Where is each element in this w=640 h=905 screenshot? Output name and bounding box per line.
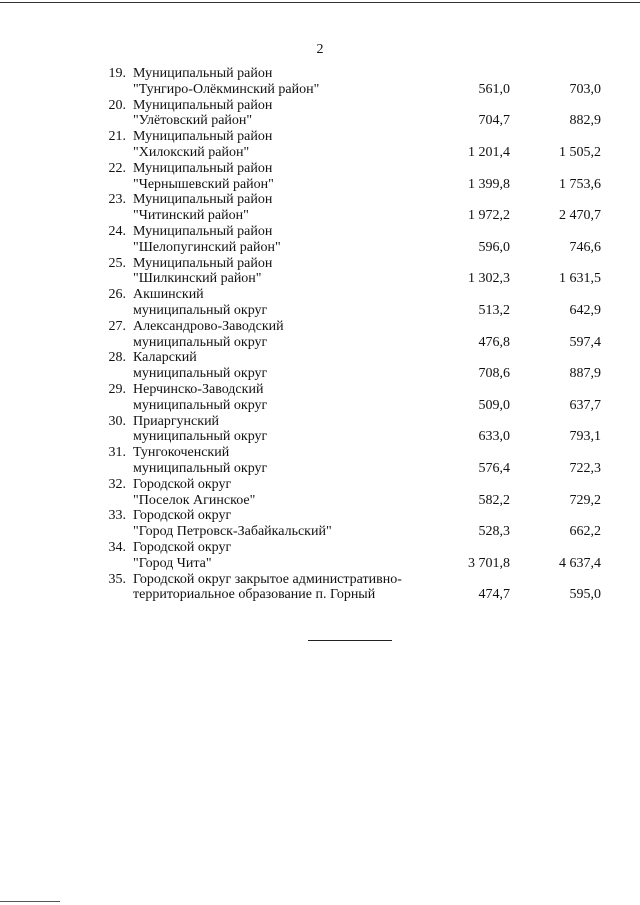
municipality-name-line-2: "Читинский район" <box>133 208 249 224</box>
municipality-name-line-2: "Город Чита" <box>133 555 212 571</box>
row-number: 20. <box>108 97 126 113</box>
value-column-2: 1 631,5 <box>559 271 601 287</box>
table-row <box>98 477 610 509</box>
value-column-2: 722,3 <box>569 460 601 476</box>
table-row <box>98 382 610 414</box>
table-row <box>98 224 610 256</box>
municipality-name-line-2: муниципальный округ <box>133 334 268 350</box>
municipality-name-line-1: Нерчинско-Заводский <box>133 381 264 397</box>
row-number: 32. <box>108 476 126 492</box>
municipality-name-line-2: "Шилкинский район" <box>133 271 262 287</box>
value-column-2: 597,4 <box>569 334 601 350</box>
value-column-1: 704,7 <box>478 113 510 129</box>
value-column-2: 662,2 <box>569 524 601 540</box>
value-column-2: 637,7 <box>569 397 601 413</box>
top-edge-line <box>0 2 640 3</box>
table-row <box>98 129 610 161</box>
row-number: 24. <box>108 223 126 239</box>
municipality-name-line-2: территориальное образование п. Горный <box>133 587 376 603</box>
table-row <box>98 192 610 224</box>
table-row <box>98 572 610 604</box>
row-number: 25. <box>108 255 126 271</box>
municipality-name-line-1: Тунгокоченский <box>133 445 230 461</box>
value-column-1: 476,8 <box>478 334 510 350</box>
table-row <box>98 350 610 382</box>
municipality-name <box>133 224 423 256</box>
row-number: 26. <box>108 287 126 303</box>
municipality-name-line-1: Муниципальный район <box>133 192 273 208</box>
value-column-1: 633,0 <box>478 429 510 445</box>
municipality-name-line-1: Муниципальный район <box>133 160 273 176</box>
value-column-1: 582,2 <box>478 492 510 508</box>
page-number: 2 <box>316 42 324 57</box>
municipality-name <box>133 319 423 351</box>
table-row <box>98 161 610 193</box>
municipality-name-line-2: "Поселок Агинское" <box>133 492 256 508</box>
row-number: 35. <box>108 571 126 587</box>
value-column-1: 513,2 <box>478 302 510 318</box>
row-number: 19. <box>108 66 126 81</box>
value-column-1: 528,3 <box>478 524 510 540</box>
value-column-2: 729,2 <box>569 492 601 508</box>
municipality-name-line-2: "Чернышевский район" <box>133 176 274 192</box>
value-column-2: 1 505,2 <box>559 144 601 160</box>
municipality-name <box>133 256 423 288</box>
municipality-name-line-1: Александрово-Заводский <box>133 318 284 334</box>
municipality-name-line-2: муниципальный округ <box>133 397 268 413</box>
municipality-name-line-2: "Шелопугинский район" <box>133 239 281 255</box>
municipality-name-line-1: Городской округ <box>133 539 232 555</box>
value-column-1: 509,0 <box>478 397 510 413</box>
row-number: 27. <box>108 318 126 334</box>
bottom-corner-line <box>0 901 60 902</box>
municipality-name-line-2: "Тунгиро-Олёкминский район" <box>133 81 320 97</box>
municipality-name <box>133 477 423 509</box>
municipality-name <box>133 98 423 130</box>
value-column-2: 4 637,4 <box>559 555 601 571</box>
municipality-name-line-1: Каларский <box>133 350 197 366</box>
row-number: 23. <box>108 192 126 208</box>
table-row <box>98 445 610 477</box>
municipality-name-line-1: Городской округ закрытое административно- <box>133 571 402 587</box>
value-column-1: 1 399,8 <box>468 176 510 192</box>
municipality-name <box>133 66 423 98</box>
municipality-name <box>133 414 423 446</box>
value-column-2: 793,1 <box>569 429 601 445</box>
municipality-name <box>133 161 423 193</box>
municipality-name <box>133 350 423 382</box>
value-column-1: 474,7 <box>478 587 510 603</box>
value-column-2: 595,0 <box>569 587 601 603</box>
row-number: 28. <box>108 350 126 366</box>
municipality-name-line-1: Акшинский <box>133 287 204 303</box>
municipality-name-line-2: "Хилокский район" <box>133 144 250 160</box>
municipality-name-line-2: муниципальный округ <box>133 366 268 382</box>
municipality-name-line-2: "Город Петровск-Забайкальский" <box>133 524 332 540</box>
table-row <box>98 540 610 572</box>
municipality-name-line-1: Муниципальный район <box>133 223 273 239</box>
municipality-name <box>133 572 423 604</box>
municipality-name-line-2: муниципальный округ <box>133 302 268 318</box>
municipality-name-line-1: Муниципальный район <box>133 255 273 271</box>
municipality-name <box>133 192 423 224</box>
value-column-1: 3 701,8 <box>468 555 510 571</box>
table-row <box>98 256 610 288</box>
municipality-name <box>133 382 423 414</box>
table-row <box>98 508 610 540</box>
municipality-name-line-1: Муниципальный район <box>133 129 273 145</box>
municipality-name-line-1: Приаргунский <box>133 413 220 429</box>
municipality-name-line-1: Городской округ <box>133 476 232 492</box>
municipality-name <box>133 508 423 540</box>
municipality-name <box>133 540 423 572</box>
municipality-name-line-2: муниципальный округ <box>133 429 268 445</box>
row-number: 30. <box>108 413 126 429</box>
value-column-2: 703,0 <box>569 81 601 97</box>
value-column-2: 642,9 <box>569 302 601 318</box>
municipality-name <box>133 445 423 477</box>
municipality-name-line-2: муниципальный округ <box>133 460 268 476</box>
municipality-name-line-1: Городской округ <box>133 508 232 524</box>
value-column-2: 887,9 <box>569 366 601 382</box>
table-row <box>98 414 610 446</box>
municipality-name-line-1: Муниципальный район <box>133 66 273 81</box>
value-column-2: 2 470,7 <box>559 208 601 224</box>
row-number: 34. <box>108 539 126 555</box>
row-number: 21. <box>108 129 126 145</box>
end-of-table-line <box>308 640 392 641</box>
value-column-2: 1 753,6 <box>559 176 601 192</box>
municipality-name-line-1: Муниципальный район <box>133 97 273 113</box>
value-column-1: 1 302,3 <box>468 271 510 287</box>
municipality-name <box>133 287 423 319</box>
value-column-2: 882,9 <box>569 113 601 129</box>
value-column-1: 576,4 <box>478 460 510 476</box>
municipality-name-line-2: "Улётовский район" <box>133 113 253 129</box>
value-column-1: 708,6 <box>478 366 510 382</box>
row-number: 33. <box>108 508 126 524</box>
table-row <box>98 66 610 98</box>
municipal-values-table <box>98 66 610 603</box>
row-number: 22. <box>108 160 126 176</box>
table-row <box>98 98 610 130</box>
value-column-1: 561,0 <box>478 81 510 97</box>
row-number: 31. <box>108 445 126 461</box>
value-column-1: 1 972,2 <box>468 208 510 224</box>
value-column-2: 746,6 <box>569 239 601 255</box>
value-column-1: 596,0 <box>478 239 510 255</box>
row-number: 29. <box>108 381 126 397</box>
table-row <box>98 319 610 351</box>
table-row <box>98 287 610 319</box>
value-column-1: 1 201,4 <box>468 144 510 160</box>
municipality-name <box>133 129 423 161</box>
